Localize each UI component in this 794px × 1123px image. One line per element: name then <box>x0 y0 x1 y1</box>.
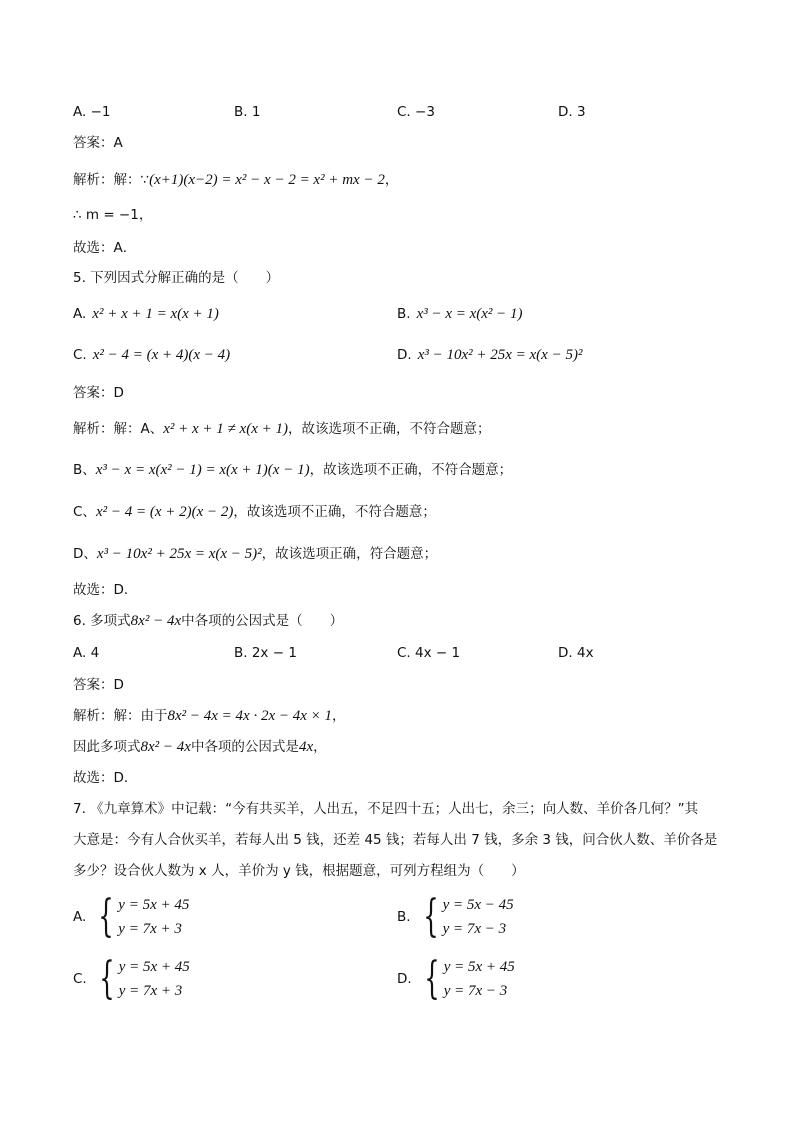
q7-option-a-eq1: y = 5x + 45 <box>118 897 190 913</box>
q6-stem-math: 8x² − 4x <box>130 613 182 629</box>
q6-solution-line3: 故选：D． <box>73 770 138 786</box>
q6-option-a: A. 4 <box>73 645 100 661</box>
q6-sol2-prefix: 因此多项式 <box>73 739 141 755</box>
q7-stem-line2: 大意是：今有人合伙买羊，若每人出 5 钱，还差 45 钱；若每人出 7 钱，多余 3 钱，问合伙人数、羊价各是 <box>73 832 718 848</box>
q4-option-a: A. −1 <box>73 104 111 120</box>
q7-option-c-eq1: y = 5x + 45 <box>118 959 190 975</box>
brace-icon: { <box>98 891 114 942</box>
q7-option-d <box>397 955 515 1003</box>
q7-option-c-eq2: y = 7x + 3 <box>118 983 183 999</box>
q5-option-c <box>73 345 230 365</box>
q4-answer: 答案：A <box>73 135 123 151</box>
q7-option-c-label: C. <box>73 971 87 987</box>
q6-stem <box>73 611 343 631</box>
q5-sol4-math: x³ − 10x² + 25x = x(x − 5)² <box>96 546 262 562</box>
q5-option-d-math: x³ − 10x² + 25x = x(x − 5)² <box>417 347 583 363</box>
q5-stem: 5. 下列因式分解正确的是（ ） <box>73 270 280 286</box>
q7-option-a-label: A. <box>73 909 87 925</box>
q4-sol1-prefix: 解析：解：∵ <box>73 172 150 188</box>
q5-sol4-prefix: D、 <box>73 546 97 562</box>
q5-option-c-math: x² − 4 = (x + 4)(x − 4) <box>92 347 231 363</box>
q6-option-b: B. 2x − 1 <box>234 645 297 661</box>
q6-option-c: C. 4x − 1 <box>397 645 461 661</box>
q7-option-a <box>73 893 189 941</box>
q5-sol3-suffix: ，故该选项不正确，不符合题意； <box>233 504 436 520</box>
q5-sol2-math: x³ − x = x(x² − 1) = x(x + 1)(x − 1) <box>95 462 310 478</box>
q6-sol2-suffix: ， <box>313 739 327 755</box>
q6-sol2-math2: 4x <box>298 739 314 755</box>
q5-option-b-math: x³ − x = x(x² − 1) <box>416 306 523 322</box>
q6-option-d: D. 4x <box>558 645 594 661</box>
q5-solution-line4 <box>73 544 437 564</box>
q6-sol1-suffix: ， <box>332 708 346 724</box>
q5-sol2-suffix: ，故该选项不正确，不符合题意； <box>309 462 513 478</box>
q6-sol1-prefix: 解析：解：由于 <box>73 708 168 724</box>
q6-sol1-math: 8x² − 4x = 4x · 2x − 4x × 1 <box>167 708 333 724</box>
q4-solution-line2: ∴ m = −1， <box>73 207 153 223</box>
brace-icon: { <box>422 891 439 942</box>
q4-sol1-math: (x+1)(x−2) = x² − x − 2 = x² + mx − 2 <box>149 172 385 188</box>
q7-stem-line1: 7. 《九章算术》中记载：“今有共买羊，人出五，不足四十五；人出七，余三；向人数、羊价各几何？”其 <box>73 801 699 817</box>
q5-answer: 答案：D <box>73 385 124 401</box>
q5-solution-line1 <box>73 419 490 439</box>
q5-solution-line2 <box>73 460 512 480</box>
q7-option-b-eq1: y = 5x − 45 <box>442 897 514 913</box>
q6-stem-suffix: 中各项的公因式是（ ） <box>181 613 344 629</box>
q6-solution-line1 <box>73 706 346 726</box>
q7-option-b-eq2: y = 7x − 3 <box>442 921 507 937</box>
q5-option-d-label: D. <box>397 347 412 363</box>
q5-option-b-label: B. <box>397 306 411 322</box>
q4-option-d: D. 3 <box>558 104 586 120</box>
q7-option-b <box>397 893 514 941</box>
q6-sol2-math: 8x² − 4x <box>140 739 191 755</box>
q4-solution-line3: 故选：A． <box>73 240 137 256</box>
q7-option-d-label: D. <box>397 971 412 987</box>
q5-sol3-prefix: C、 <box>73 504 96 520</box>
q5-option-a <box>73 304 219 324</box>
q4-solution-line1 <box>73 170 398 190</box>
brace-icon: { <box>423 953 440 1004</box>
q7-stem-line3: 多少？设合伙人数为 x 人，羊价为 y 钱，根据题意，可列方程组为（ ） <box>73 863 525 879</box>
q5-sol1-suffix: ，故该选项不正确，不符合题意； <box>287 421 491 437</box>
q6-solution-line2 <box>73 737 327 757</box>
q7-option-b-label: B. <box>397 909 411 925</box>
q7-option-c <box>73 955 190 1003</box>
q6-answer: 答案：D <box>73 677 124 693</box>
q5-solution-line5: 故选：D． <box>73 582 138 598</box>
q7-option-d-eq2: y = 7x − 3 <box>443 983 508 999</box>
q6-stem-prefix: 6. 多项式 <box>73 613 131 629</box>
q5-option-c-label: C. <box>73 347 87 363</box>
q4-sol1-suffix: ， <box>384 172 399 188</box>
q5-option-d <box>397 345 582 365</box>
brace-icon: { <box>99 953 115 1004</box>
q5-solution-line3 <box>73 502 436 522</box>
q6-sol2-mid: 中各项的公因式是 <box>190 739 299 755</box>
q5-sol1-math: x² + x + 1 ≠ x(x + 1) <box>163 421 288 437</box>
q5-option-a-math: x² + x + 1 = x(x + 1) <box>92 306 219 322</box>
q5-sol2-prefix: B、 <box>73 462 96 478</box>
q5-sol3-math: x² − 4 = (x + 2)(x − 2) <box>95 504 234 520</box>
q5-option-a-label: A. <box>73 306 87 322</box>
q7-option-d-eq1: y = 5x + 45 <box>443 959 515 975</box>
q5-option-b <box>397 304 523 324</box>
q4-option-b: B. 1 <box>234 104 261 120</box>
q4-option-c: C. −3 <box>397 104 435 120</box>
q5-sol1-prefix: 解析：解：A、 <box>73 421 164 437</box>
q5-sol4-suffix: ，故该选项正确，符合题意； <box>261 546 438 562</box>
q7-option-a-eq2: y = 7x + 3 <box>118 921 182 937</box>
